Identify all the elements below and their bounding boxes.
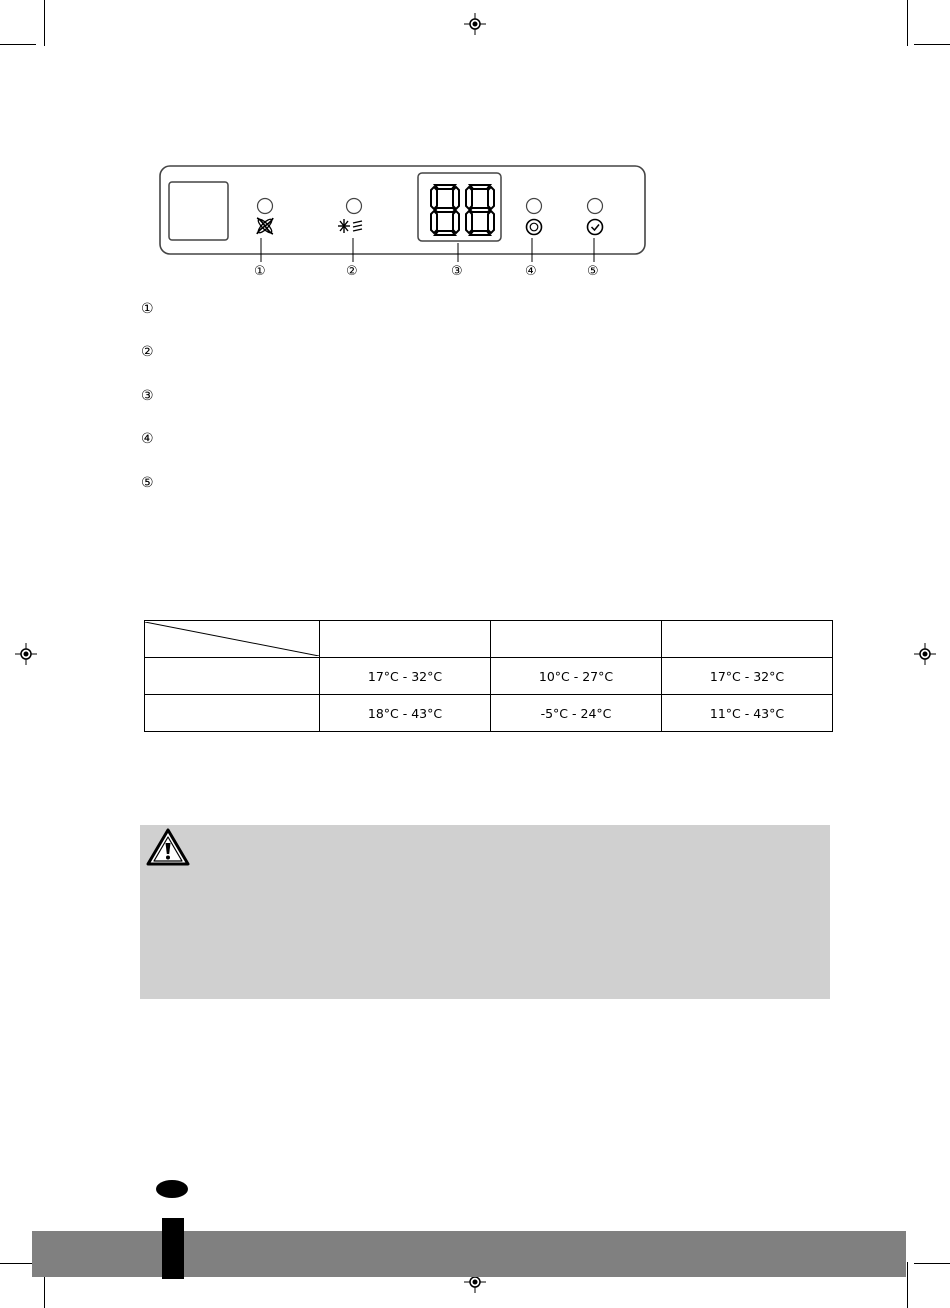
language-badge <box>156 1180 188 1198</box>
table-cell: -5°C - 24°C <box>491 695 662 732</box>
legend-marker-4: ④ <box>141 431 154 447</box>
seven-segment-display <box>430 184 496 236</box>
legend-marker-2: ② <box>141 344 154 360</box>
indicator-led-4 <box>527 199 542 214</box>
table-cell: 18°C - 43°C <box>320 695 491 732</box>
callout-4: ④ <box>525 264 537 279</box>
callout-1: ① <box>254 264 266 279</box>
indicator-led-5 <box>588 199 603 214</box>
legend-marker-3: ③ <box>141 388 154 404</box>
receiver-window <box>169 182 228 240</box>
table-corner-cell <box>145 621 320 658</box>
digit-1 <box>431 185 459 235</box>
legend-marker-5: ⑤ <box>141 475 154 491</box>
callout-3: ③ <box>451 264 463 279</box>
operating-range-table <box>144 620 833 732</box>
table-header-cell <box>662 621 833 658</box>
diagonal-divider <box>145 622 319 656</box>
registration-mark-left <box>15 643 37 665</box>
table-cell: 17°C - 32°C <box>320 658 491 695</box>
warning-triangle-icon <box>146 828 190 866</box>
registration-mark-right <box>914 643 936 665</box>
table-row <box>145 695 833 732</box>
warning-box <box>140 825 830 999</box>
legend-marker-1: ① <box>141 301 154 317</box>
indicator-led-2 <box>347 199 362 214</box>
digit-2 <box>466 185 494 235</box>
table-cell <box>145 658 320 695</box>
table-row <box>145 658 833 695</box>
page-tab-marker <box>162 1218 184 1279</box>
table-cell <box>145 695 320 732</box>
table-header-row <box>145 621 833 658</box>
callout-5: ⑤ <box>587 264 599 279</box>
indicator-led-1 <box>258 199 273 214</box>
registration-mark-top <box>464 13 486 35</box>
table-cell: 11°C - 43°C <box>662 695 833 732</box>
callout-lines <box>250 238 610 268</box>
table-cell: 17°C - 32°C <box>662 658 833 695</box>
table-cell: 10°C - 27°C <box>491 658 662 695</box>
table-header-cell <box>320 621 491 658</box>
callout-2: ② <box>346 264 358 279</box>
table-header-cell <box>491 621 662 658</box>
